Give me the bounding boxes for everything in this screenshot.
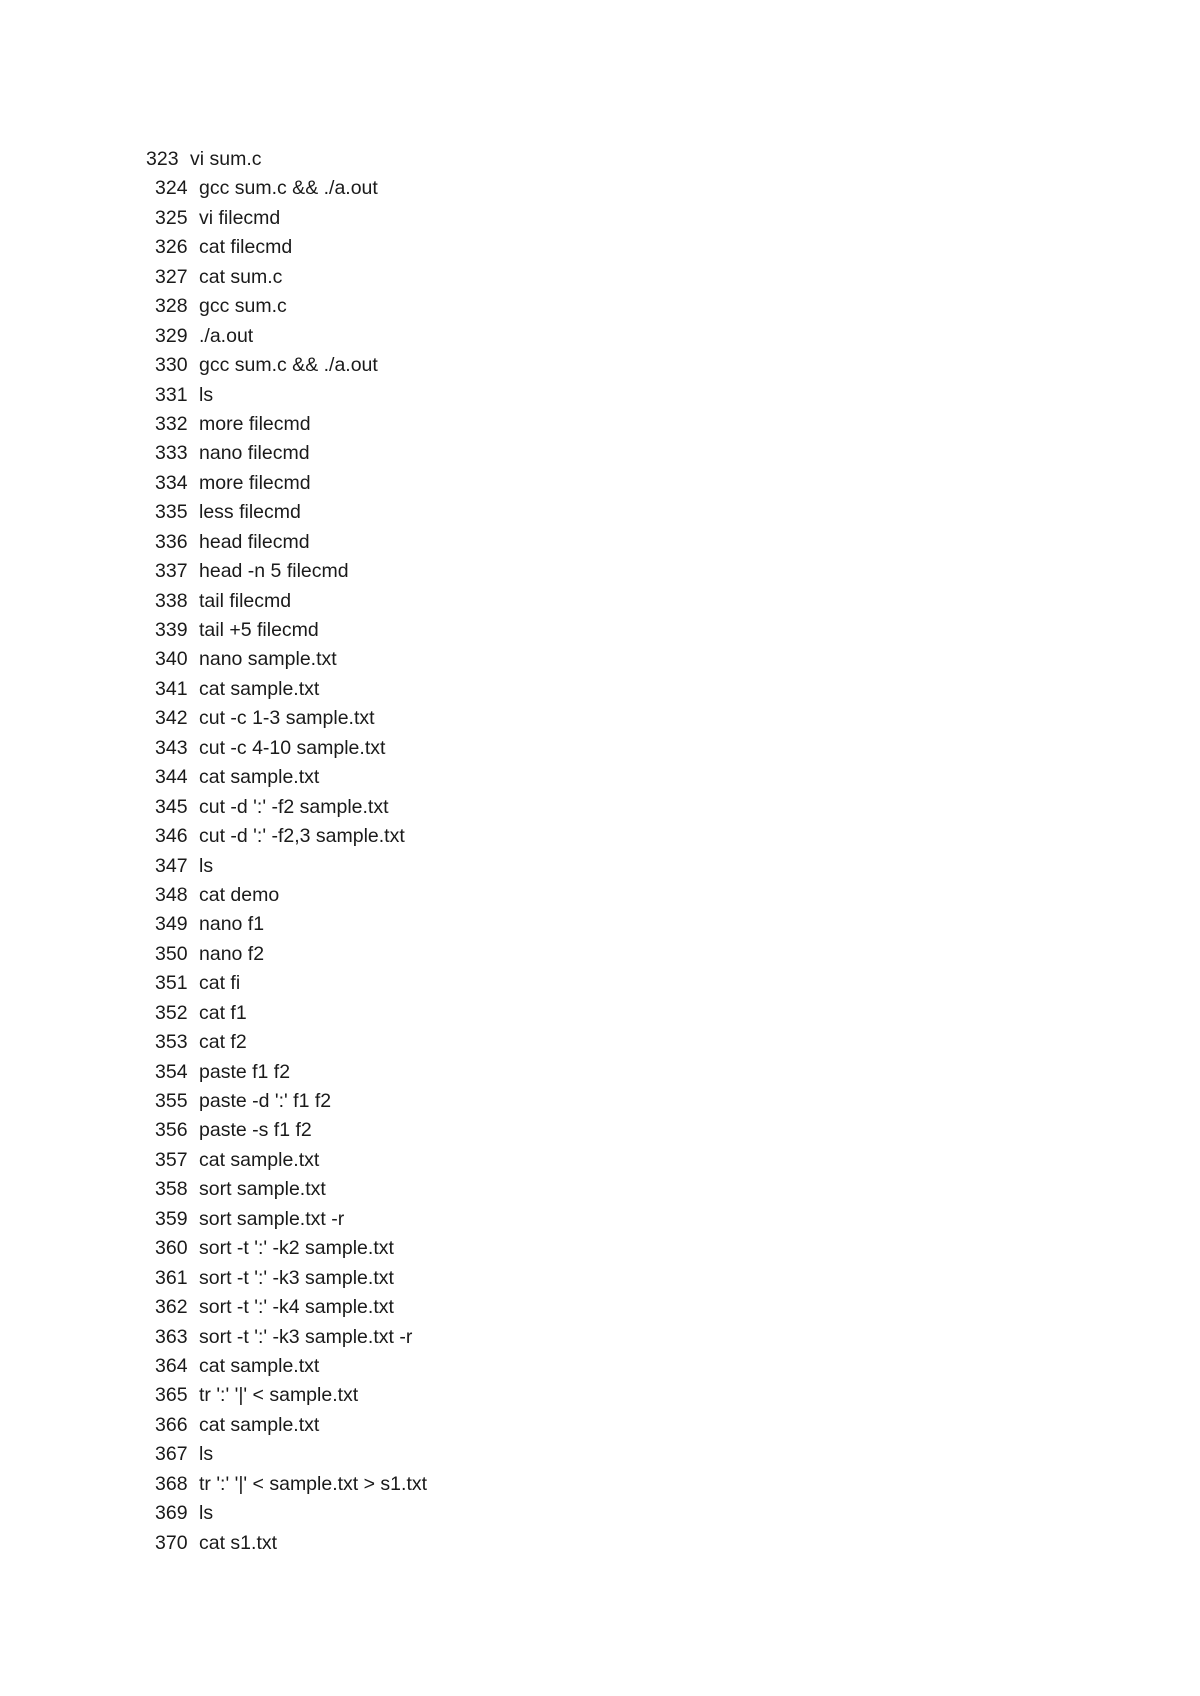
- history-line-number: 368: [155, 1472, 188, 1495]
- history-line-number: 323: [146, 148, 179, 170]
- history-line-number: 334: [155, 471, 188, 494]
- history-command: paste f1 f2: [199, 1060, 291, 1083]
- history-command: paste -s f1 f2: [199, 1119, 312, 1142]
- history-command: more filecmd: [199, 412, 311, 435]
- history-line: [155, 1087, 427, 1116]
- history-line: [155, 439, 427, 468]
- history-line-number: 359: [155, 1207, 188, 1230]
- history-line-number: 332: [155, 412, 188, 435]
- history-line-number: 340: [155, 648, 188, 671]
- history-command: sort -t ':' -k3 sample.txt -r: [199, 1325, 413, 1348]
- history-command: tr ':' '|' < sample.txt > s1.txt: [199, 1472, 428, 1495]
- history-line-number: 335: [155, 501, 188, 524]
- history-line-number: 329: [155, 324, 188, 347]
- history-line-number: 353: [155, 1031, 188, 1054]
- history-line-number: 348: [155, 883, 188, 906]
- history-line: [155, 557, 427, 586]
- history-command: cat sample.txt: [199, 677, 320, 700]
- history-line: [155, 233, 427, 262]
- history-line-number: 357: [155, 1148, 188, 1171]
- history-line: [155, 1352, 427, 1381]
- history-line-number: 361: [155, 1266, 188, 1289]
- history-line: [155, 999, 427, 1028]
- history-line-number: 337: [155, 560, 188, 583]
- history-command: head filecmd: [199, 530, 310, 553]
- history-command: less filecmd: [199, 501, 301, 524]
- history-command: cat fi: [199, 972, 241, 995]
- history-line: [155, 1440, 427, 1469]
- history-line: [155, 587, 427, 616]
- history-command: cat demo: [199, 883, 280, 906]
- history-command: cat sample.txt: [199, 1413, 320, 1436]
- history-line-number: 367: [155, 1443, 188, 1466]
- history-line: [155, 469, 427, 498]
- history-line-number: 354: [155, 1060, 188, 1083]
- history-line-number: 369: [155, 1502, 188, 1525]
- history-command: sort -t ':' -k2 sample.txt: [199, 1237, 394, 1260]
- history-line-number: 356: [155, 1119, 188, 1142]
- history-command: tr ':' '|' < sample.txt: [199, 1384, 359, 1407]
- history-line-number: 365: [155, 1384, 188, 1407]
- history-command: cat sample.txt: [199, 1354, 320, 1377]
- history-command: paste -d ':' f1 f2: [199, 1090, 332, 1112]
- history-command: sort sample.txt -r: [199, 1207, 345, 1230]
- history-line-number: 363: [155, 1325, 188, 1348]
- history-command: more filecmd: [199, 471, 311, 494]
- history-line: [155, 1028, 427, 1057]
- history-line: [155, 793, 427, 822]
- history-command: cat sum.c: [199, 265, 283, 288]
- history-line: [155, 528, 427, 557]
- history-command: cat sample.txt: [199, 1148, 320, 1171]
- history-line: [155, 498, 427, 527]
- history-command: cut -c 4-10 sample.txt: [199, 736, 386, 759]
- history-line: [155, 645, 427, 674]
- history-command: cat sample.txt: [199, 766, 320, 789]
- history-line-number: 349: [155, 913, 188, 936]
- history-command: ls: [199, 854, 214, 877]
- history-line-number: 364: [155, 1354, 188, 1377]
- history-line: [155, 1323, 427, 1352]
- history-line-number: 352: [155, 1001, 188, 1024]
- history-line-number: 362: [155, 1296, 188, 1319]
- history-command: gcc sum.c && ./a.out: [199, 177, 378, 200]
- history-command: sort -t ':' -k4 sample.txt: [199, 1296, 394, 1319]
- history-command: nano f2: [199, 942, 265, 965]
- history-line-number: 350: [155, 942, 188, 965]
- history-command: nano sample.txt: [199, 648, 337, 671]
- history-line: [155, 174, 427, 203]
- history-line: [155, 940, 427, 969]
- history-line: [155, 734, 427, 763]
- history-line: [155, 675, 427, 704]
- history-line: [155, 822, 427, 851]
- history-line: [155, 616, 427, 645]
- history-line-number: 339: [155, 619, 188, 641]
- history-line: [155, 763, 427, 792]
- history-line: [155, 852, 427, 881]
- history-line-number: 342: [155, 707, 188, 730]
- history-line: [155, 381, 427, 410]
- history-line: [155, 410, 427, 439]
- history-line: [155, 1146, 427, 1175]
- history-line: [155, 910, 427, 939]
- history-command: vi sum.c: [190, 148, 262, 170]
- history-command: cut -d ':' -f2 sample.txt: [199, 795, 389, 818]
- history-line-number: 346: [155, 825, 188, 848]
- command-history-list: [146, 145, 427, 1558]
- history-line-number: 360: [155, 1237, 188, 1260]
- history-command: head -n 5 filecmd: [199, 560, 349, 583]
- history-line-number: 326: [155, 236, 188, 259]
- history-command: ls: [199, 383, 214, 406]
- history-line-number: 351: [155, 972, 188, 995]
- history-command: tail +5 filecmd: [199, 619, 319, 641]
- history-line: [155, 1499, 427, 1528]
- history-line: [155, 351, 427, 380]
- history-command: gcc sum.c && ./a.out: [199, 354, 378, 377]
- history-line: [155, 1116, 427, 1145]
- history-line: [155, 292, 427, 321]
- history-line: [155, 1205, 427, 1234]
- history-command: vi filecmd: [199, 206, 281, 229]
- history-command: cut -c 1-3 sample.txt: [199, 707, 375, 730]
- history-line-number: 358: [155, 1178, 188, 1201]
- history-line-number: 336: [155, 530, 188, 553]
- history-line: [155, 1175, 427, 1204]
- history-command: gcc sum.c: [199, 295, 287, 318]
- history-line-number: 333: [155, 442, 188, 465]
- history-command: sort sample.txt: [199, 1178, 326, 1201]
- history-command: cat s1.txt: [199, 1531, 278, 1554]
- history-line-number: 343: [155, 736, 188, 759]
- history-line-number: 366: [155, 1413, 188, 1436]
- history-line-number: 338: [155, 589, 188, 612]
- history-line: [155, 1293, 427, 1322]
- history-line-number: 344: [155, 766, 188, 789]
- history-line-number: 341: [155, 677, 188, 700]
- history-line-number: 330: [155, 354, 188, 377]
- history-command: ls: [199, 1443, 214, 1466]
- history-line: [155, 263, 427, 292]
- history-line: [155, 969, 427, 998]
- history-line-number: 331: [155, 383, 188, 406]
- history-line: [146, 145, 427, 174]
- history-command: cut -d ':' -f2,3 sample.txt: [199, 825, 405, 848]
- history-line: [155, 1234, 427, 1263]
- history-command: nano f1: [199, 913, 265, 936]
- history-line: [155, 322, 427, 351]
- history-command: cat f2: [199, 1031, 247, 1054]
- history-line: [155, 1411, 427, 1440]
- history-command: ./a.out: [199, 324, 254, 347]
- history-line: [155, 881, 427, 910]
- history-line: [155, 1381, 427, 1410]
- history-line-number: 324: [155, 177, 188, 200]
- history-line: [155, 1529, 427, 1558]
- history-line-number: 328: [155, 295, 188, 318]
- history-command: nano filecmd: [199, 442, 310, 465]
- history-line-number: 355: [155, 1090, 188, 1112]
- history-line: [155, 1058, 427, 1087]
- history-line: [155, 204, 427, 233]
- history-line-number: 345: [155, 795, 188, 818]
- history-command: tail filecmd: [199, 589, 292, 612]
- history-line: [155, 704, 427, 733]
- history-line: [155, 1470, 427, 1499]
- history-line-number: 347: [155, 854, 188, 877]
- history-command: cat f1: [199, 1001, 247, 1024]
- history-line-number: 370: [155, 1531, 188, 1554]
- history-command: sort -t ':' -k3 sample.txt: [199, 1266, 394, 1289]
- history-line-number: 325: [155, 206, 188, 229]
- history-line-number: 327: [155, 265, 188, 288]
- history-line: [155, 1264, 427, 1293]
- history-command: cat filecmd: [199, 236, 293, 259]
- history-command: ls: [199, 1502, 214, 1525]
